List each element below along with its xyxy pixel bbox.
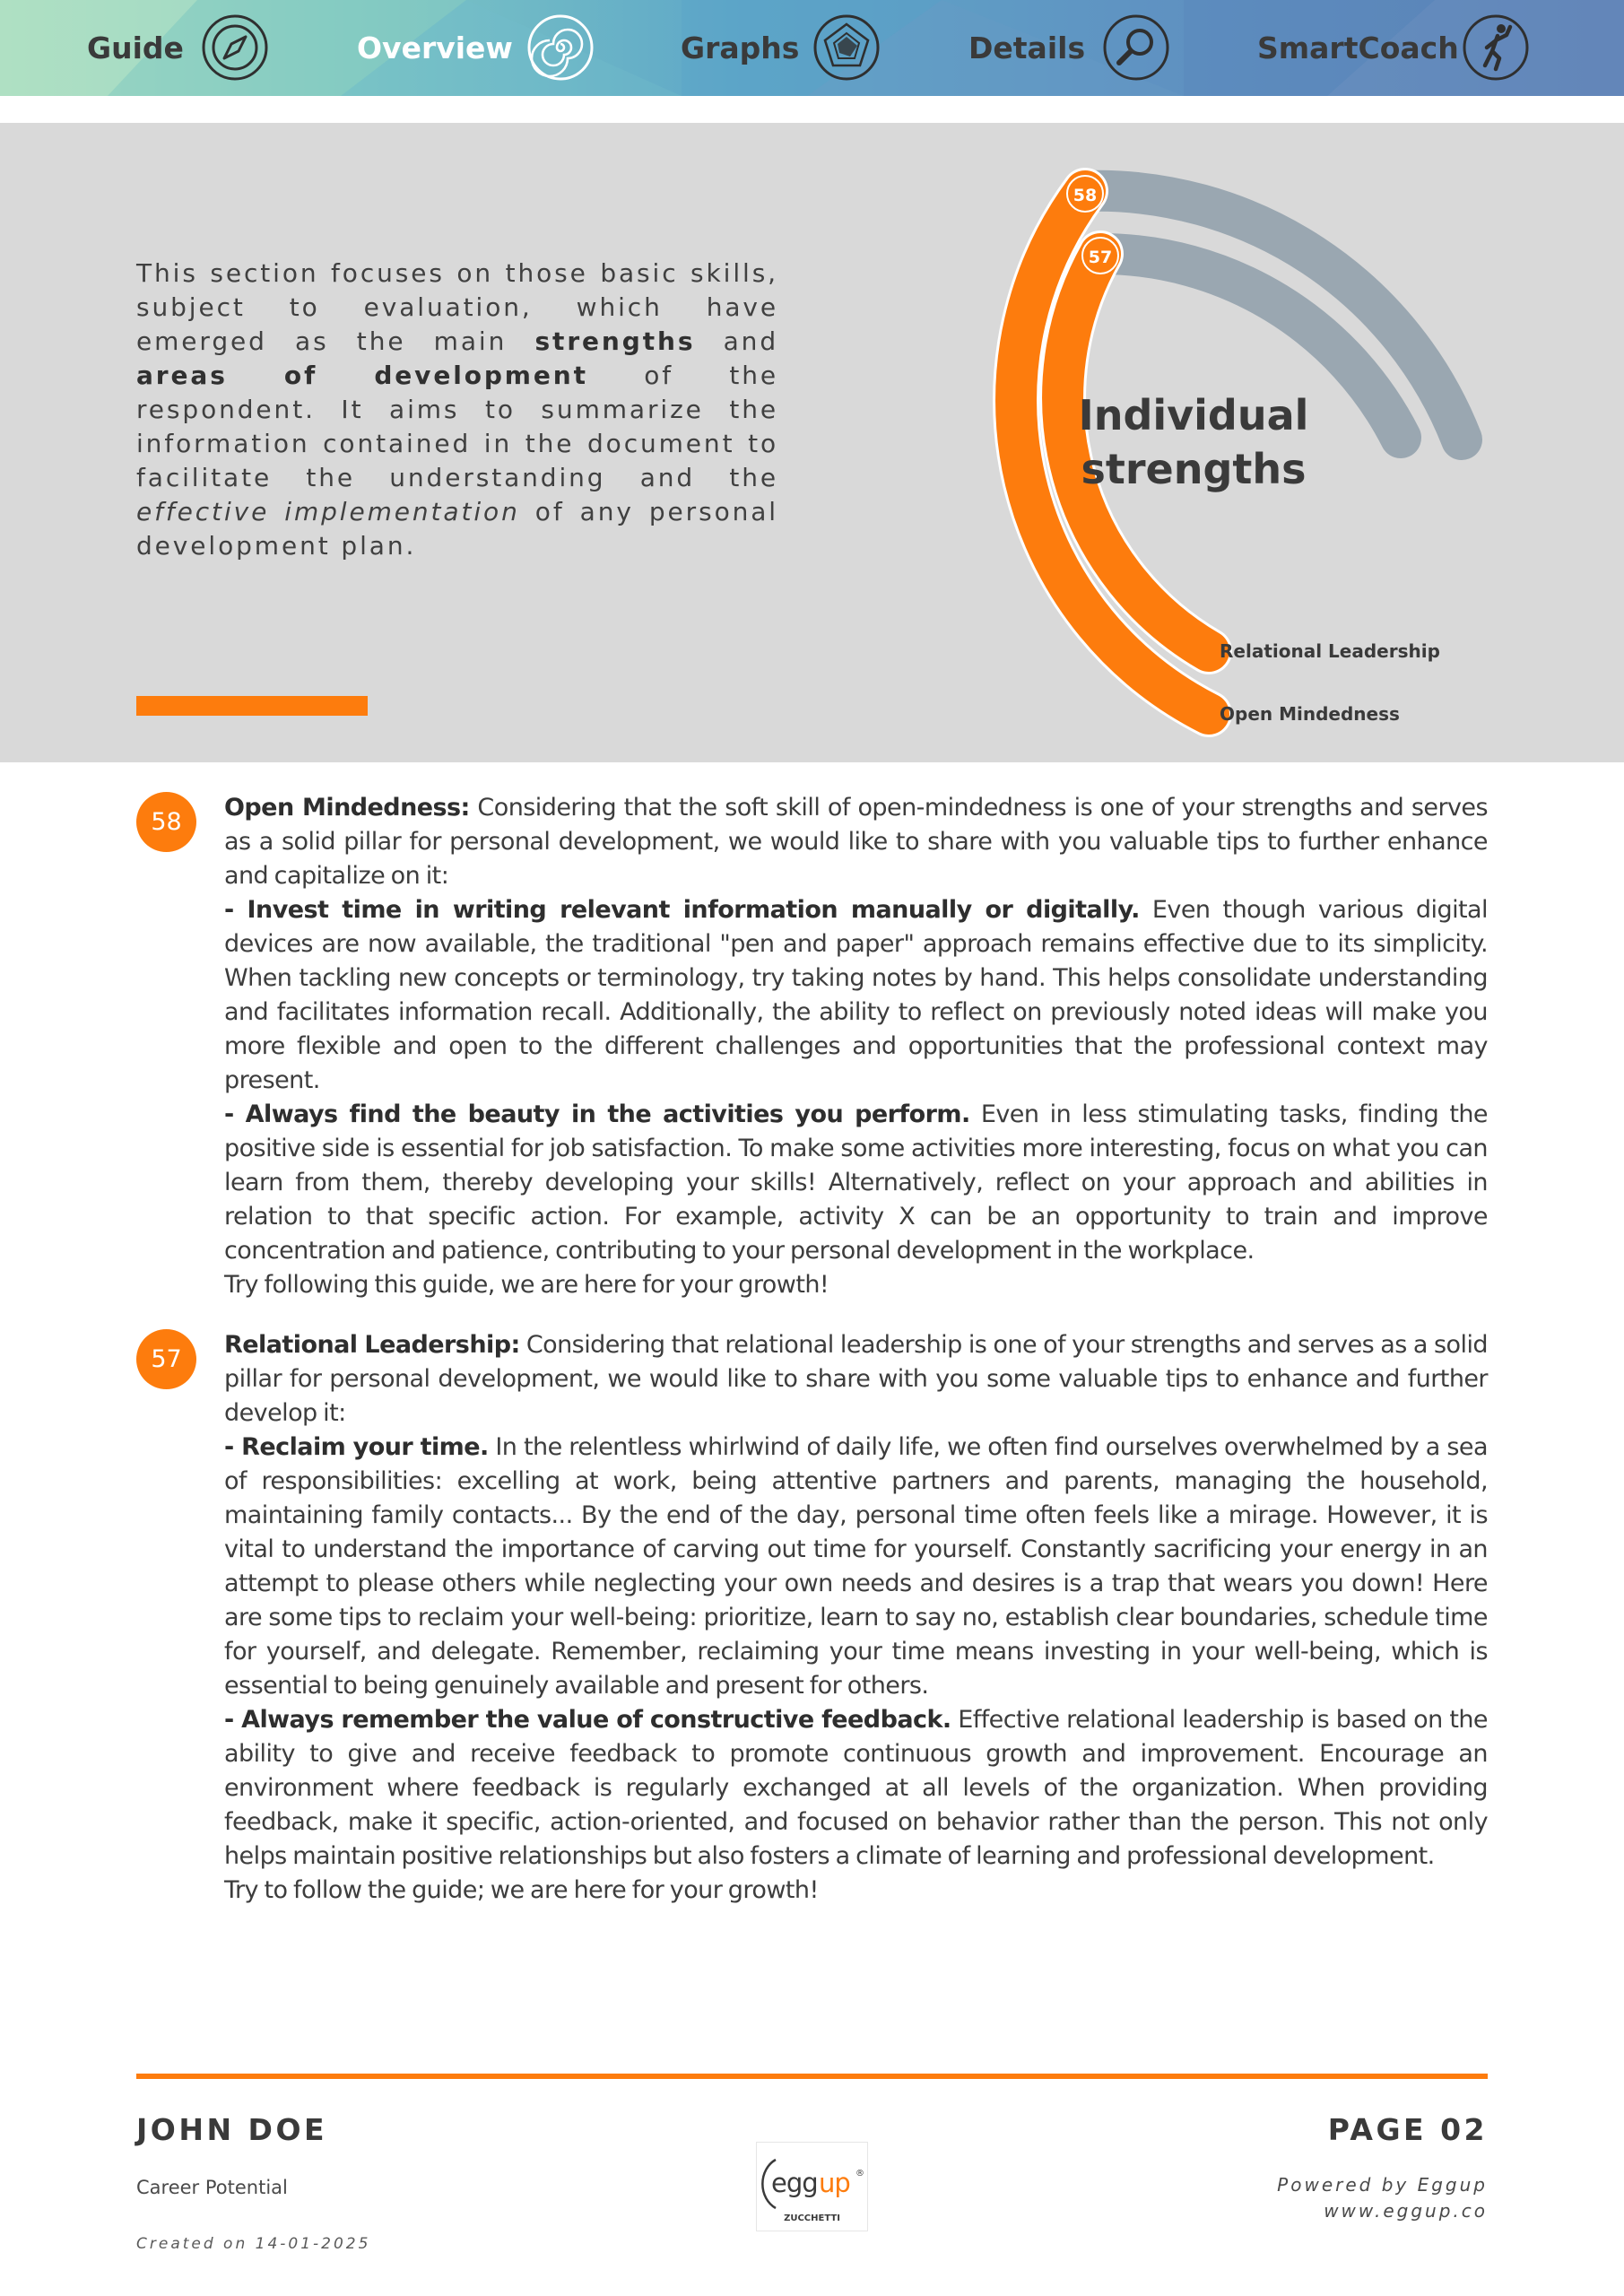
footer-powered-by: Powered by Eggup <box>1277 2174 1488 2196</box>
intro-bold-areas: areas of development <box>136 361 588 390</box>
inner-value-label: 57 <box>1088 248 1113 267</box>
nav-label-overview: Overview <box>357 30 513 65</box>
item-intro-text: Considering that relational leadership is one of your strengths and serves as a solid pillar for personal development, we would like to share with you some valuable tips to enhance and further develop it: <box>224 1331 1488 1427</box>
score-badge-58: 58 <box>136 792 196 852</box>
tip-heading: - Reclaim your time. <box>224 1433 489 1461</box>
item-intro <box>224 791 1488 893</box>
item-tip <box>224 1098 1488 1268</box>
strength-item-open-mindedness <box>224 791 1488 1302</box>
footer-person-name: JOHN DOE <box>136 2112 328 2147</box>
intro-italic: effective implementation <box>136 497 520 526</box>
item-title: Open Mindedness: <box>224 794 470 822</box>
intro-text: of any personal development plan. <box>136 497 778 561</box>
intro-bold-strengths: strengths <box>534 326 696 356</box>
tip-heading: - Always find the beauty in the activities you perform. <box>224 1100 970 1128</box>
tip-text: Effective relational leadership is based on the ability to give and receive feedback to promote continuous growth and improvement. Encourage an environment where feedback is regularly exchanged at all levels of the organization. When providing feedback, make it specific, action-oriented, and focused on behavior rather than the person. This not only helps maintain positive relationships but also fosters a climate of learning and professional development. <box>224 1706 1488 1870</box>
footer-page-number: PAGE 02 <box>1327 2112 1488 2147</box>
hero-title-line2: strengths <box>1081 445 1307 493</box>
hero-title-line1: Individual <box>1078 391 1309 439</box>
strength-item-relational-leadership <box>224 1328 1488 1908</box>
intro-text: of the respondent. It aims to summarize the information contained in the document to facilitate the understanding and the <box>136 361 778 492</box>
outer-value-label: 58 <box>1073 186 1098 205</box>
tip-text: Even though various digital devices are now available, the traditional "pen and paper" approach remains effective due to its simplicity. When tackling new concepts or terminology, try taking notes by hand. This helps consolidate understanding and facilitates information recall. Additionally, the ability to reflect on previously noted ideas will make you more flexible and open to the different challenges and opportunities that the professional context may present. <box>224 896 1489 1094</box>
item-title: Relational Leadership: <box>224 1331 520 1359</box>
item-closing: Try following this guide, we are here for your growth! <box>224 1271 829 1299</box>
score-badge-57: 57 <box>136 1329 196 1389</box>
nav-label-graphs: Graphs <box>681 30 800 65</box>
footer-report-name: Career Potential <box>136 2177 288 2198</box>
inner-arc-label: Relational Leadership <box>1220 640 1440 662</box>
logo-sub-brand: ZUCCHETTI <box>784 2213 840 2223</box>
tip-heading: - Always remember the value of constructive feedback. <box>224 1706 951 1734</box>
eggup-logo <box>756 2142 868 2231</box>
intro-text: This section focuses on those basic skills, subject to evaluation, which have emerged as the main <box>136 258 778 356</box>
tip-text: In the relentless whirlwind of daily life, we often find ourselves overwhelmed by a sea of responsibilities: excelling at work, being attentive partners and parents, managing the household, maintaining family contacts... By the end of the day, personal time often feels like a mirage. However, it is vital to understand the importance of carving out time for yourself. Constantly sacrificing your energy in an attempt to please others while neglecting your own needs and desires is a trap that wears you down! Here are some tips to reclaim your well-being: prioritize, learn to say no, establish clear boundaries, schedule time for yourself, and delegate. Remember, reclaiming your time means investing in your well-being, which is essential to being genuinely available and present for others. <box>224 1433 1488 1700</box>
footer-divider <box>136 2074 1488 2079</box>
footer-website-link[interactable]: www.eggup.co <box>1324 2200 1488 2222</box>
item-intro-text: Considering that the soft skill of open-mindedness is one of your strengths and serves as a solid pillar for personal development, we would like to share with you valuable tips to further enhance and capitalize on it: <box>224 794 1488 890</box>
logo-registered-mark: ® <box>855 2169 864 2179</box>
logo-brand-dark: egg <box>771 2168 818 2198</box>
item-closing: Try to follow the guide; we are here for your growth! <box>224 1876 819 1904</box>
item-tip <box>224 1431 1488 1703</box>
strengths-arc-chart <box>0 0 1624 771</box>
nav-label-guide: Guide <box>87 30 184 65</box>
tip-text: Even in less stimulating tasks, finding the positive side is essential for job satisfaction. To make some activities more interesting, focus on what you can learn from them, thereby developing your skills! Alternatively, reflect on your approach and abilities in relation to that specific action. For example, activity X can be an opportunity to train and improve concentration and patience, contributing to your personal development in the workplace. <box>224 1100 1488 1265</box>
intro-text: and <box>695 326 778 356</box>
item-intro <box>224 1328 1488 1431</box>
nav-label-smartcoach: SmartCoach <box>1257 30 1459 65</box>
outer-arc-label: Open Mindedness <box>1220 703 1400 725</box>
tip-heading: - Invest time in writing relevant information manually or digitally. <box>224 896 1140 924</box>
item-tip <box>224 1703 1488 1874</box>
logo-brand-accent: up <box>819 2168 850 2198</box>
nav-label-details: Details <box>968 30 1086 65</box>
item-tip <box>224 893 1488 1098</box>
footer-created-date: Created on 14-01-2025 <box>136 2235 371 2253</box>
